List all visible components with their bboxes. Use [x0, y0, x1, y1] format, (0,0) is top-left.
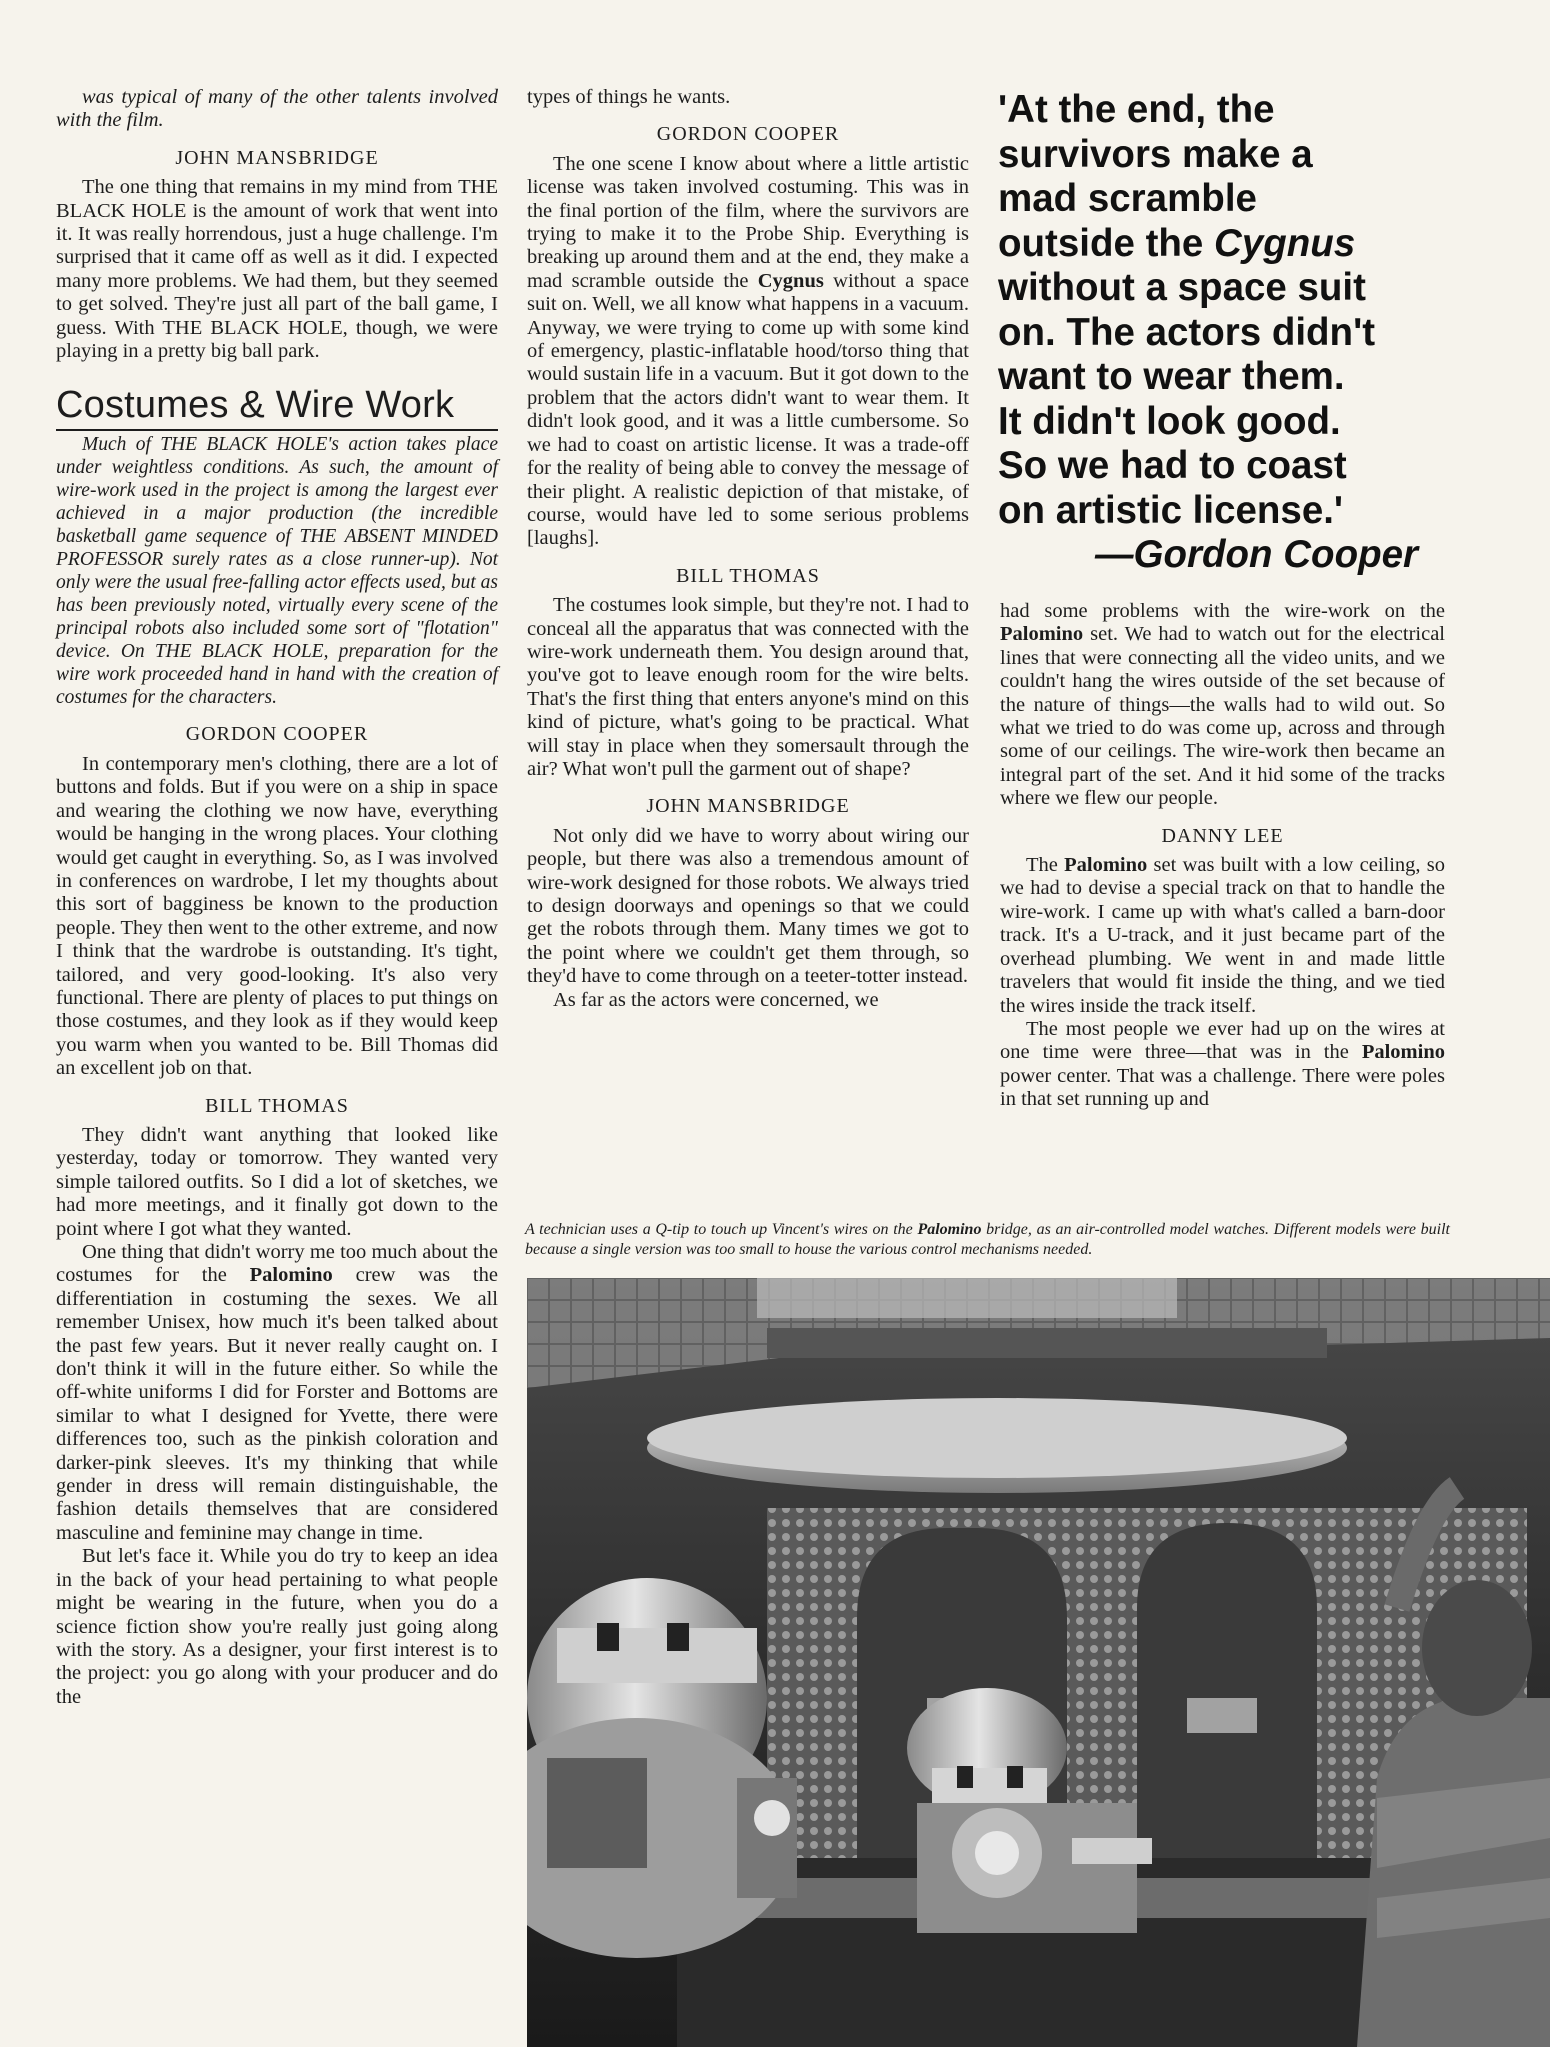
- paragraph: The one thing that remains in my mind from THE BLACK HOLE is the amount of work that went into it. It was really horrendous, just a huge challenge. I'm surprised that it came off as well as it did. I expected many more problems. We had them, but they seemed to get solved. They're just all part of the ball game, I guess. With THE BLACK HOLE, though, we were playing in a pretty big ball park.: [56, 176, 498, 363]
- section-heading: Costumes & Wire Work: [56, 383, 498, 431]
- paragraph: In contemporary men's clothing, there are a lot of buttons and folds. But if you were on a ship in space and wearing the clothing we now have, everything would be hanging in the wrong places. Your clothing would get caught in everything. So, as I was involved in conferences on wardrobe, I let my thoughts about this sort of bagginess be known to the production people. They then went to the other extreme, and now I think that the wardrobe is outstanding. It's tight, tailored, and very good-looking. It's also very functional. There are plenty of places to put things on those costumes, and they look as if they would keep you warm when you wanted to be. Bill Thomas did an excellent job on that.: [56, 752, 498, 1080]
- paragraph: One thing that didn't worry me too much about the costumes for the Palomino crew was the differentiation in costuming the sexes. We all remember Unisex, how much it's been talked about the past few years. But it never really caught on. I don't think it will in the future either. So while the off-white uniforms I did for Forster and Bottoms are similar to what I designed for Yvette, there were differences too, such as the pinkish coloration and darker-pink sleeves. It's my thinking that while gender in dress will remain distinguishable, the fashion details themselves that are considered masculine and feminine may change in time.: [56, 1241, 498, 1544]
- column-1: [56, 86, 498, 1709]
- continued-text: types of things he wants.: [527, 86, 731, 108]
- column-3: [1000, 600, 1445, 1112]
- paragraph: The Palomino set was built with a low ceiling, so we had to devise a special track on that to handle the wire-work. I came up with what's called a barn-door track. It's a U-track, and it just became part of the overhead plumbing. We went in and made little travelers that would fit inside the thing, and we tied the wires inside the track itself.: [1000, 854, 1446, 1017]
- continued-text: was typical of many of the other talents involved with the film.: [56, 86, 498, 132]
- speaker-name: GORDON COOPER: [656, 123, 840, 146]
- paragraph: The costumes look simple, but they're not. I had to conceal all the apparatus that was connected with the wire-work underneath them. You design around that, you've got to leave enough room for the wire belts. That's the first thing that enters anyone's mind on this kind of picture, what's going to be practical. What will stay in place when they somersault through the air? What won't pull the garment out of shape?: [527, 594, 969, 780]
- paragraph: Not only did we have to worry about wiring our people, but there was also a tremendous amount of wire-work designed for those robots. We always tried to design doorways and openings so that we could get the robots through them. Many times we got to the point where we couldn't get them through, so they'd have to come through on a teeter-totter instead.: [527, 824, 969, 988]
- paragraph: But let's face it. While you do try to keep an idea in the back of your head pertaining to what people might be wearing in the future, when you do a science fiction show you're really just going along with the story. As a designer, your first interest is to the project: you go along with your producer and do the: [56, 1545, 498, 1708]
- paragraph: The one scene I know about where a little artistic license was taken involved costuming. This was in the final portion of the film, where the survivors are trying to make it to the Probe Ship. Everything is breaking up around them and at the end, they make a mad scramble outside the Cygnus without a space suit on. Well, we all know what happens in a vacuum. Anyway, we were trying to come up with some kind of emergency, plastic-inflatable hood/torso thing that would sustain life in a vacuum. But it got down to the problem that the actors didn't want to wear them. It didn't look good, and it was a little cumbersome. So we had to coast on artistic license. It was a trade-off for the reality of being able to convey the message of their plight. A realistic depiction of that mistake, of course, would have led to some serious problems [laughs].: [527, 152, 969, 550]
- pull-quote: 'At the end, the survivors make a mad scramble outside the Cygnus without a space suit on. The actors didn't want to wear them. It didn't look good. So we had to coast on artistic license.' —Gordon Cooper: [998, 88, 1458, 578]
- speaker-name: JOHN MANSBRIDGE: [646, 795, 850, 818]
- section-intro: Much of THE BLACK HOLE's action takes place under weightless conditions. As such, the amount of wire-work used in the project is among the largest ever achieved in a major production (the incredible basketball game sequence of THE ABSENT MINDED PROFESSOR surely rates as a close runner-up). Not only were the usual free-falling actor effects used, but as has been previously noted, virtually every scene of the principal robots also included some sort of "flotation" device. On THE BLACK HOLE, preparation for the wire work proceeded hand in hand with the creation of costumes for the characters.: [56, 434, 498, 709]
- paragraph: had some problems with the wire-work on the Palomino set. We had to watch out for the electrical lines that were connecting all the video units, and we couldn't hang the wires outside of the set because of the nature of things—the walls had to wild out. So what we tried to do was come up, across and through some of our ceilings. The wire-work then became an integral part of the set. And it hid some of the tracks where we flew our people.: [1000, 600, 1445, 810]
- speaker-name: BILL THOMAS: [676, 564, 820, 587]
- speaker-name: JOHN MANSBRIDGE: [175, 146, 379, 169]
- speaker-name: BILL THOMAS: [205, 1094, 349, 1117]
- photo-caption: A technician uses a Q-tip to touch up Vincent's wires on the Palomino bridge, as an air-controlled model watches. Different models were built because a single version was too small to house the various control mechanisms needed.: [525, 1221, 1450, 1258]
- column-2: [527, 86, 969, 1012]
- paragraph: The most people we ever had up on the wires at one time were three—that was in the Palomino power center. That was a challenge. There were poles in that set running up and: [1000, 1017, 1445, 1111]
- speaker-name: GORDON COOPER: [185, 723, 369, 746]
- paragraph: They didn't want anything that looked like yesterday, today or tomorrow. They wanted very simple tailored outfits. So I did a lot of sketches, we had more meetings, and it finally got down to the point where I got what they wanted.: [56, 1123, 498, 1240]
- speaker-name: DANNY LEE: [1161, 824, 1284, 847]
- robot-set-photo: [527, 1278, 1550, 2047]
- paragraph: As far as the actors were concerned, we: [553, 988, 879, 1011]
- pull-quote-credit: —Gordon Cooper: [1095, 533, 1418, 576]
